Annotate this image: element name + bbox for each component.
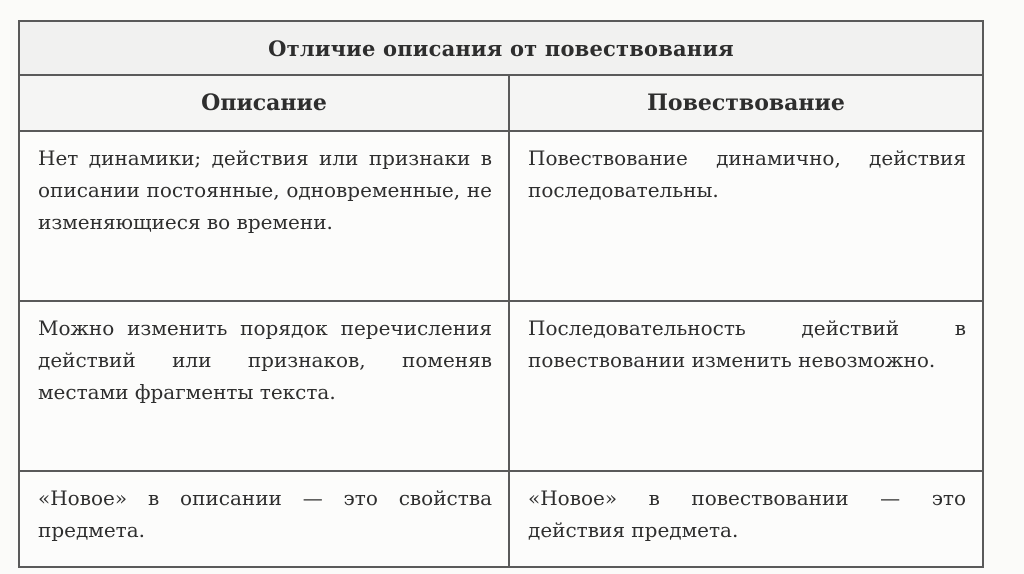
table-row bbox=[19, 301, 983, 471]
table-cell-description: «Новое» в описании — это свойства предмета. bbox=[19, 471, 509, 567]
comparison-table bbox=[18, 20, 984, 568]
table-row bbox=[19, 471, 983, 567]
table-cell-description: Можно изменить порядок перечисления действий или признаков, поменяв местами фрагменты текста. bbox=[19, 301, 509, 471]
table-cell-narration: Повествование динамично, действия последовательны. bbox=[509, 131, 983, 301]
table-cell-narration: Последовательность действий в повествовании изменить невозможно. bbox=[509, 301, 983, 471]
table-row bbox=[19, 131, 983, 301]
column-header-narration: Повествование bbox=[509, 75, 983, 131]
table-title-row bbox=[19, 21, 983, 75]
table-cell-narration: «Новое» в повествовании — это действия предмета. bbox=[509, 471, 983, 567]
column-header-description: Описание bbox=[19, 75, 509, 131]
table-cell-description: Нет динамики; действия или признаки в описании постоянные, одновременные, не изменяющиеся во времени. bbox=[19, 131, 509, 301]
table-header-row bbox=[19, 75, 983, 131]
table-title: Отличие описания от повествования bbox=[19, 21, 983, 75]
